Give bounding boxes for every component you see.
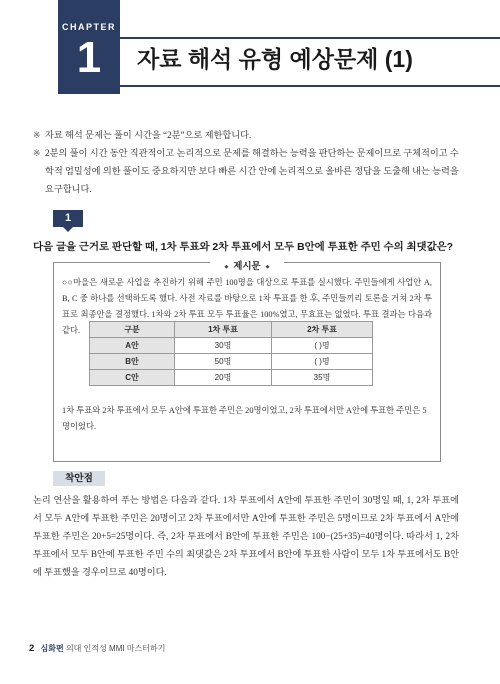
note-text: 자료 해석 문제는 풀이 시간을 “2분”으로 제한합니다. (45, 130, 252, 140)
chapter-label: CHAPTER (61, 22, 116, 32)
table-header-cell: 2차 투표 (272, 322, 373, 338)
table-cell: A안 (90, 338, 175, 354)
chapter-number: 1 (76, 33, 102, 82)
hint-text: 논리 연산을 활용하여 푸는 방법은 다음과 같다. 1차 투표에서 A안에 투표한 주민이 30명일 때, 1, 2차 투표에서 모두 A안에 투표한 주민은 20명이고 2차 투표에서만 A안에 투표한 주민은 5명이므로 2차 투표에서 A안에 투표한 주민은 20+5=25명이다. 즉, 2차 투표에서 B안에 투표한 주민은 100−(25+35)=40명이다. 따라서 1, 2차 투표에서 모두 B안에 투표한 주민 수의 최댓값은 2차 투표에서 B안에 투표한 사람이 모두 1차 투표에서도 B안에 투표했을 경우이므로 40명이다. (33, 495, 459, 577)
table-header-cell: 구분 (90, 322, 175, 338)
note-mark: ※ (33, 148, 41, 158)
table-cell: 35명 (272, 370, 373, 386)
page-footer (29, 643, 165, 654)
table-row (90, 354, 373, 370)
table-cell: 50명 (175, 354, 272, 370)
note-mark: ※ (33, 130, 41, 140)
hint-label: 착안점 (53, 471, 105, 486)
page-number: 2 (29, 643, 35, 654)
footer-book-title: 의대 인적성 MMI 마스터하기 (65, 644, 166, 653)
passage-text: ○○마을은 새로운 사업을 추진하기 위해 주민 100명을 대상으로 투표를 실시했다. 주민들에게 사업안 A, B, C 중 하나를 선택하도록 했다. 사전 자료를 바탕으로 1차 투표를 한 후, 주민들끼리 토론을 거쳐 2차 투표로 최종안을 결정했다. 1차와 2차 투표 모두 투표율은 100%였고, 무효표는 없었다. 투표 결과는 다음과 같다. (62, 278, 432, 335)
note-item (33, 126, 461, 144)
chapter-badge (58, 0, 120, 94)
instruction-notes (33, 126, 461, 198)
table-cell: 20명 (175, 370, 272, 386)
table-cell: 30명 (175, 338, 272, 354)
passage-footer-text: 1차 투표와 2차 투표에서 모두 A안에 투표한 주민은 20명이었고, 2차 투표에서만 A안에 투표한 주민은 5명이었다. (62, 406, 427, 431)
table-header-row (90, 322, 373, 338)
problem-tag-pointer (63, 227, 73, 232)
table-cell: ( )명 (272, 354, 373, 370)
note-item (33, 144, 461, 198)
passage-label-text: ◆ 제시문 ◆ (210, 260, 285, 271)
table-row (90, 338, 373, 354)
footer-brand: 심화편 (40, 644, 64, 653)
table-cell: C안 (90, 370, 175, 386)
table-row (90, 370, 373, 386)
page-title: 자료 해석 유형 예상문제 (1) (137, 46, 413, 72)
table-cell: B안 (90, 354, 175, 370)
problem-number-tag: 1 (53, 210, 83, 227)
note-text: 2분의 풀이 시간 동안 직관적이고 논리적으로 문제를 해결하는 능력을 판단하는 문제이므로 구체적이고 수학적 엄밀성에 의한 풀이도 중요하지만 보다 빠른 시간 안에 논리적으로 올바른 정답을 도출해 내는 능력을 요구합니다. (45, 148, 459, 194)
passage-label (54, 256, 440, 274)
table-cell: ( )명 (272, 338, 373, 354)
vote-results-table (89, 321, 373, 386)
table-header-cell: 1차 투표 (175, 322, 272, 338)
problem-question: 다음 글을 근거로 판단할 때, 1차 투표와 2차 투표에서 모두 B안에 투표한 주민 수의 최댓값은? (33, 242, 454, 253)
